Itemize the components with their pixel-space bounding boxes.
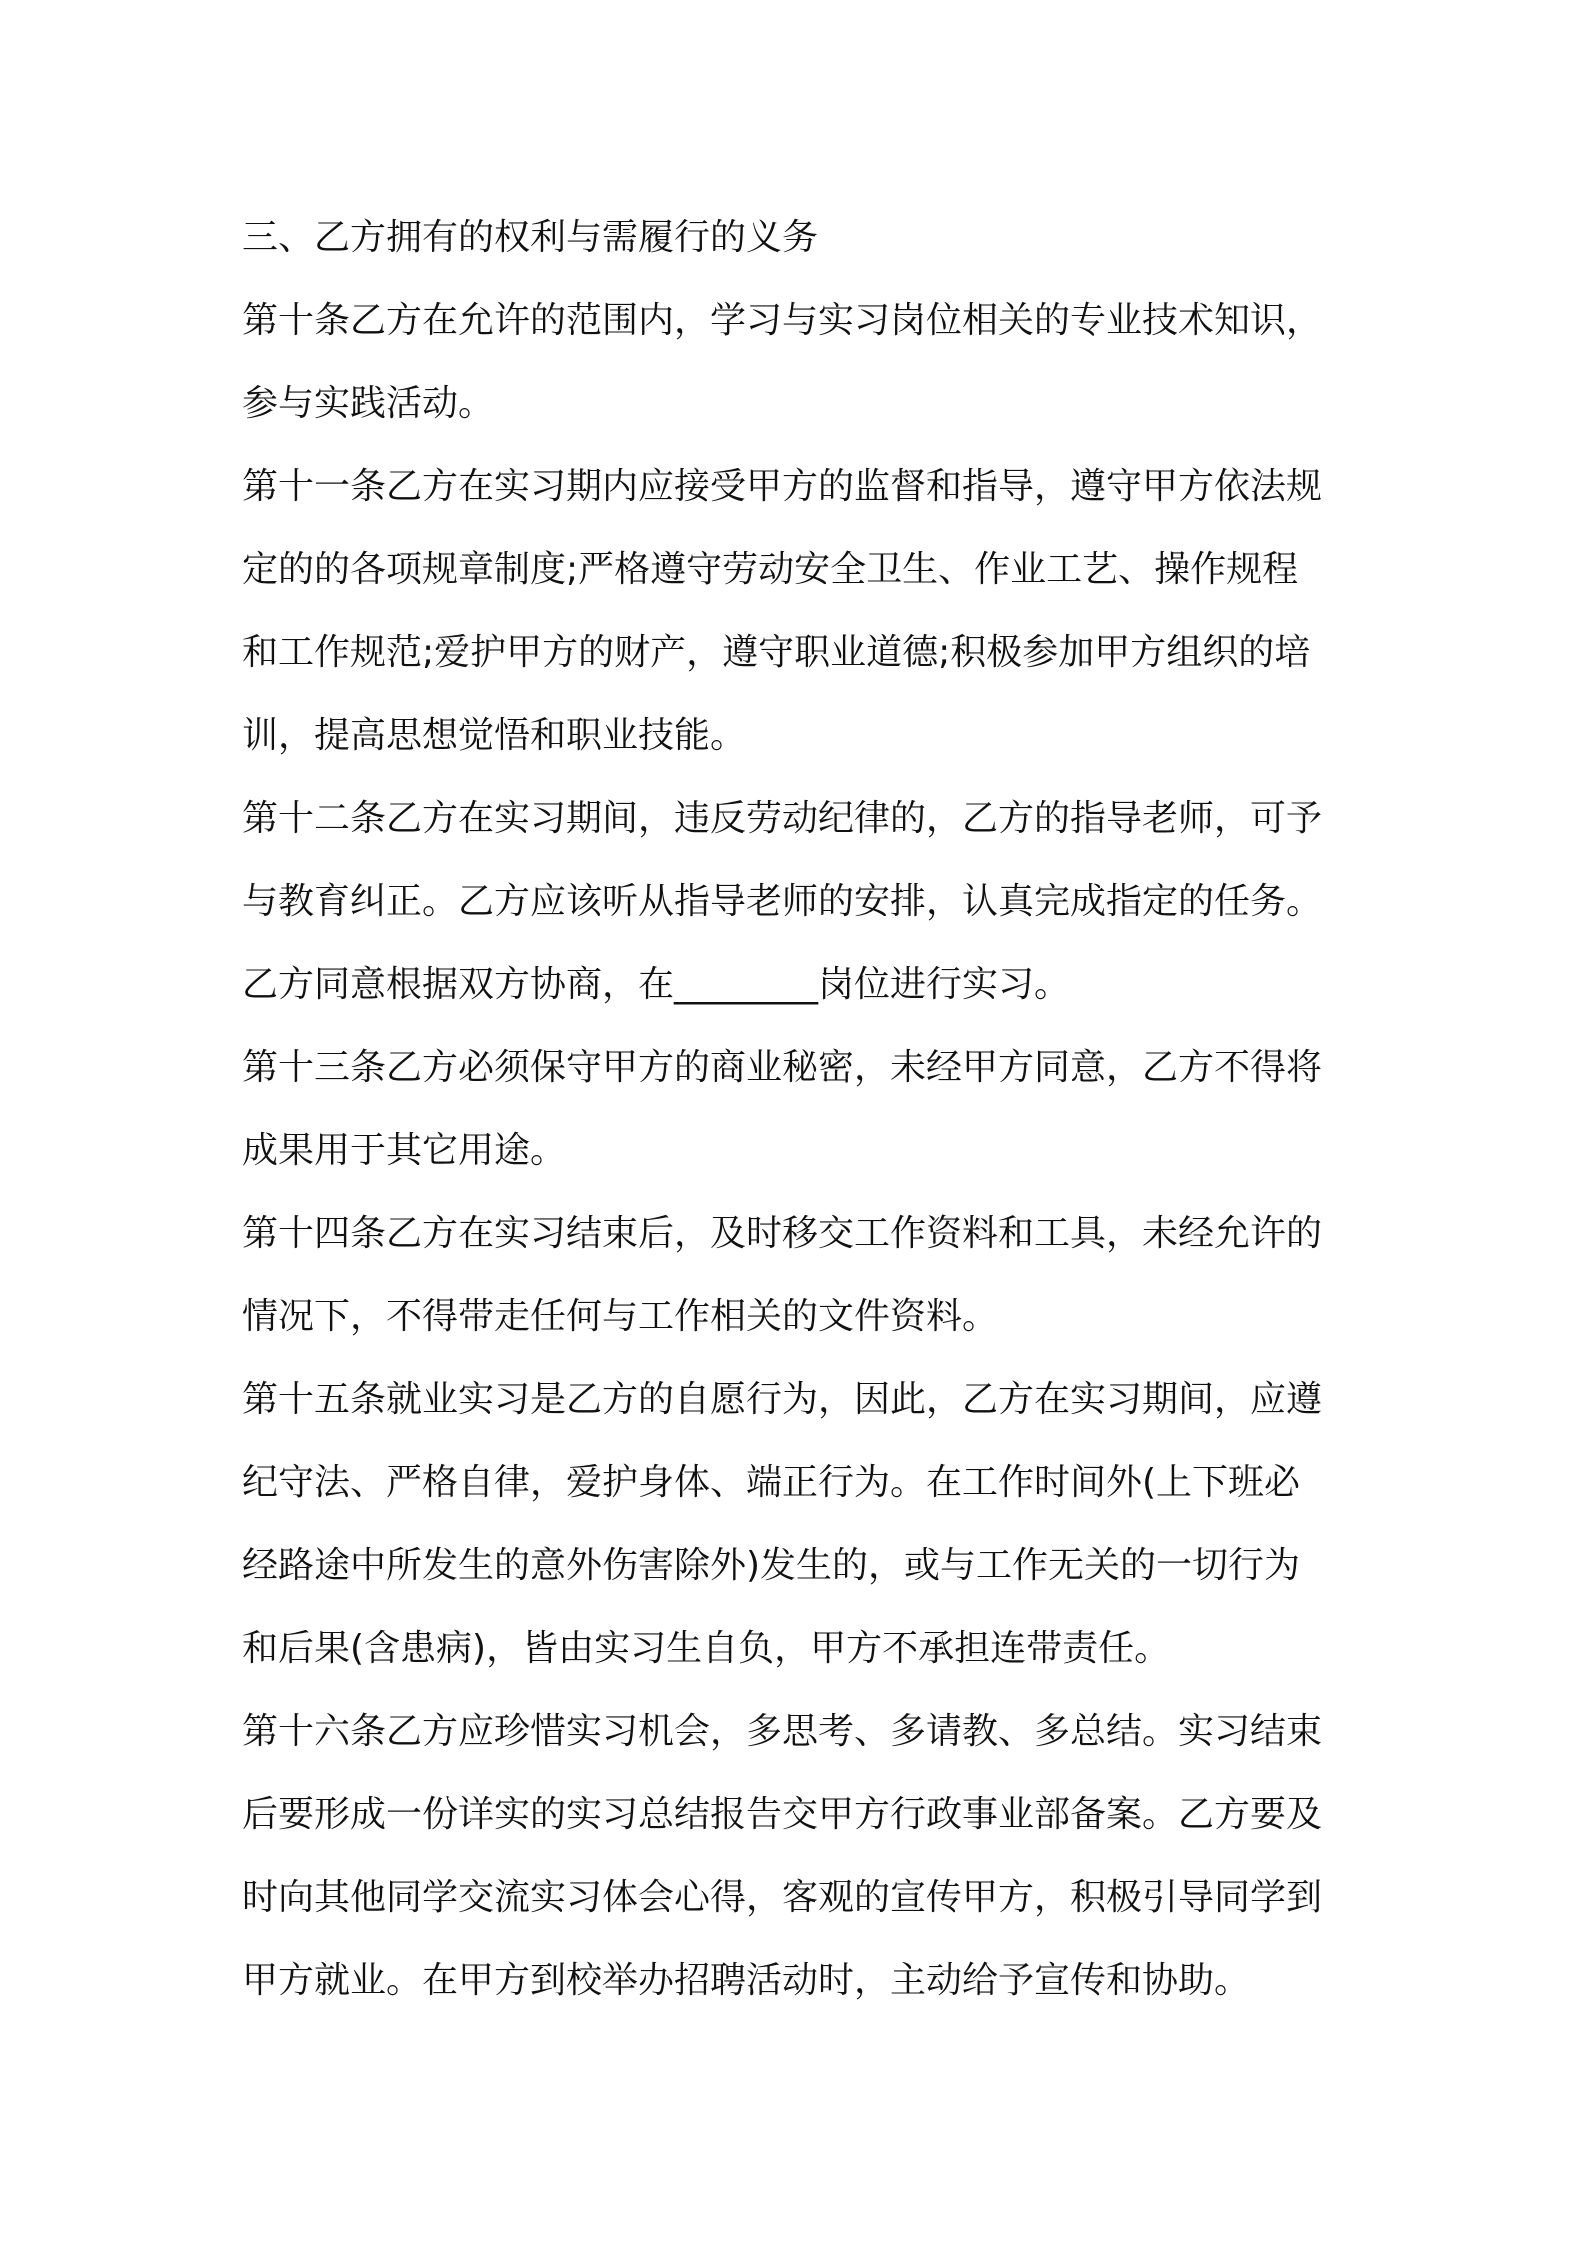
section-heading: 三、乙方拥有的权利与需履行的义务: [242, 217, 819, 258]
text-line: 时向其他同学交流实习体会心得，客观的宣传甲方，积极引导同学到: [242, 1877, 1323, 1918]
text-line: 甲方就业。在甲方到校举办招聘活动时，主动给予宣传和协助。: [242, 1960, 1251, 2001]
text-line: 纪守法、严格自律，爱护身体、端正行为。在工作时间外(上下班必: [242, 1462, 1301, 1503]
text-line: 参与实践活动。: [242, 383, 495, 424]
text-line: 第十二条乙方在实习期间，违反劳动纪律的，乙方的指导老师，可予: [242, 798, 1323, 839]
text-line: 第十四条乙方在实习结束后，及时移交工作资料和工具，未经允许的: [242, 1213, 1323, 1254]
text-line: 第十六条乙方应珍惜实习机会，多思考、多请教、多总结。实习结束: [242, 1711, 1323, 1752]
text-line: 后要形成一份详实的实习总结报告交甲方行政事业部备案。乙方要及: [242, 1794, 1323, 1835]
text-line: 与教育纠正。乙方应该听从指导老师的安排，认真完成指定的任务。: [242, 881, 1323, 922]
text-line: 成果用于其它用途。: [242, 1130, 567, 1171]
text-line: 和工作规范;爱护甲方的财产，遵守职业道德;积极参加甲方组织的培: [242, 632, 1311, 673]
text-line: 第十五条就业实习是乙方的自愿行为，因此，乙方在实习期间，应遵: [242, 1379, 1323, 1420]
text-line: 第十条乙方在允许的范围内，学习与实习岗位相关的专业技术知识，: [242, 300, 1323, 341]
text-line: 乙方同意根据双方协商，在________岗位进行实习。: [242, 964, 1071, 1005]
text-line: 训，提高思想觉悟和职业技能。: [242, 715, 747, 756]
text-line: 第十一条乙方在实习期内应接受甲方的监督和指导，遵守甲方依法规: [242, 466, 1323, 507]
text-line: 情况下，不得带走任何与工作相关的文件资料。: [242, 1296, 999, 1337]
document-body: [242, 196, 1362, 2022]
text-line: 和后果(含患病)，皆由实习生自负，甲方不承担连带责任。: [242, 1628, 1171, 1669]
text-line: 经路途中所发生的意外伤害除外)发生的，或与工作无关的一切行为: [242, 1545, 1301, 1586]
text-line: 第十三条乙方必须保守甲方的商业秘密，未经甲方同意，乙方不得将: [242, 1047, 1323, 1088]
text-line: 定的的各项规章制度;严格遵守劳动安全卫生、作业工艺、操作规程: [242, 549, 1299, 590]
